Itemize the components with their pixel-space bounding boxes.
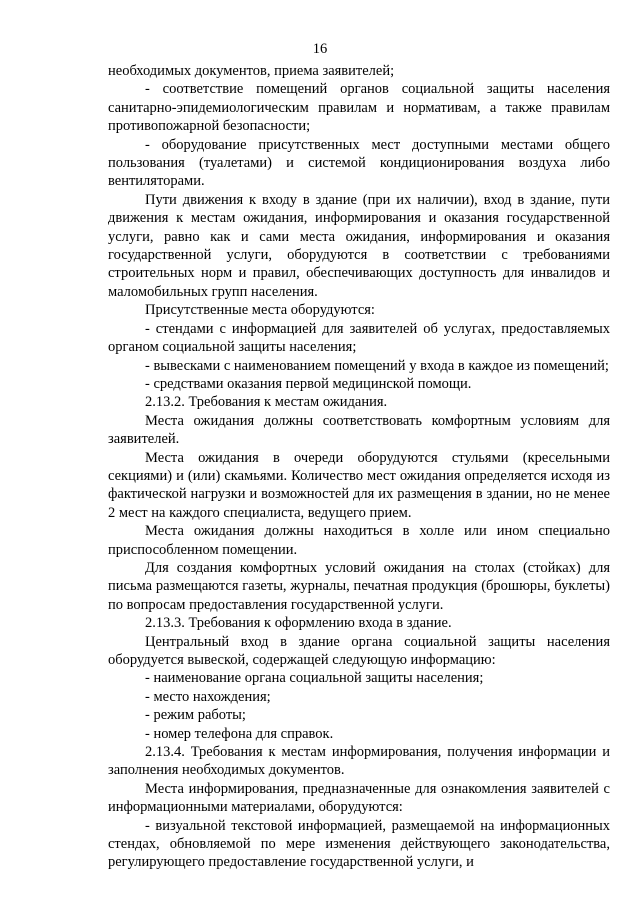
paragraph: 2.13.4. Требования к местам информирования, получения информации и заполнения необходимых документов. [108, 744, 610, 779]
paragraph: необходимых документов, приема заявителей; [108, 63, 395, 79]
paragraph: - оборудование присутственных мест доступными местами общего пользования (туалетами) и системой кондиционирования воздуха либо вентиляторами. [108, 136, 610, 190]
paragraph: Места ожидания должны соответствовать комфортным условиям для заявителей. [108, 412, 610, 448]
paragraph: - вывесками с наименованием помещений у входа в каждое из помещений; [145, 357, 609, 374]
paragraph: - соответствие помещений органов социальной защиты населения санитарно-эпидемиологическим правилам и нормативам, а также правилам противопожарной безопасности; [108, 81, 610, 135]
paragraph: - режим работы; [145, 707, 246, 724]
paragraph: - место нахождения; [145, 688, 271, 705]
paragraph: Присутственные места оборудуются: [145, 302, 375, 319]
paragraph: 2.13.2. Требования к местам ожидания. [145, 394, 388, 411]
paragraph: - средствами оказания первой медицинской помощи. [145, 375, 472, 392]
paragraph: - стендами с информацией для заявителей об услугах, предоставляемых органом социальной защиты населения; [108, 320, 610, 356]
page-number: 16 [312, 41, 328, 57]
paragraph: - визуальной текстовой информацией, размещаемой на информационных стендах, обновляемой по мере изменения действующего законодательства, регулирующего предоставление государственной услуги, и [108, 817, 610, 871]
paragraph: Центральный вход в здание органа социальной защиты населения оборудуется вывеской, содержащей следующую информацию: [108, 633, 610, 668]
paragraph: Для создания комфортных условий ожидания на столах (стойках) для письма размещаются газеты, журналы, печатная продукция (брошюры, буклеты) по вопросам предоставления государственной услуги. [108, 559, 610, 613]
document-body [108, 62, 610, 872]
paragraph: Пути движения к входу в здание (при их наличии), вход в здание, пути движения к местам ожидания, информирования и оказания государственной услуги, равно как и сами места ожидания, информирования и оказания государственной услуги, оборудуются в соответствии с требованиями строительных норм и правил, обеспечивающих доступность для инвалидов и маломобильных групп населения. [108, 191, 610, 300]
paragraph: - наименование органа социальной защиты населения; [145, 670, 484, 687]
paragraph: 2.13.3. Требования к оформлению входа в здание. [145, 615, 452, 632]
paragraph: Места ожидания должны находиться в холле или ином специально приспособленном помещении. [108, 523, 610, 558]
paragraph: Места информирования, предназначенные для ознакомления заявителей с информационными материалами, оборудуются: [108, 780, 610, 816]
paragraph: - номер телефона для справок. [145, 725, 334, 742]
paragraph: Места ожидания в очереди оборудуются стульями (кресельными секциями) и (или) скамьями. Количество мест ожидания определяется исходя из фактической нагрузки и возможностей для их размещения в здании, но не менее 2 мест на каждого специалиста, ведущего прием. [108, 449, 610, 521]
